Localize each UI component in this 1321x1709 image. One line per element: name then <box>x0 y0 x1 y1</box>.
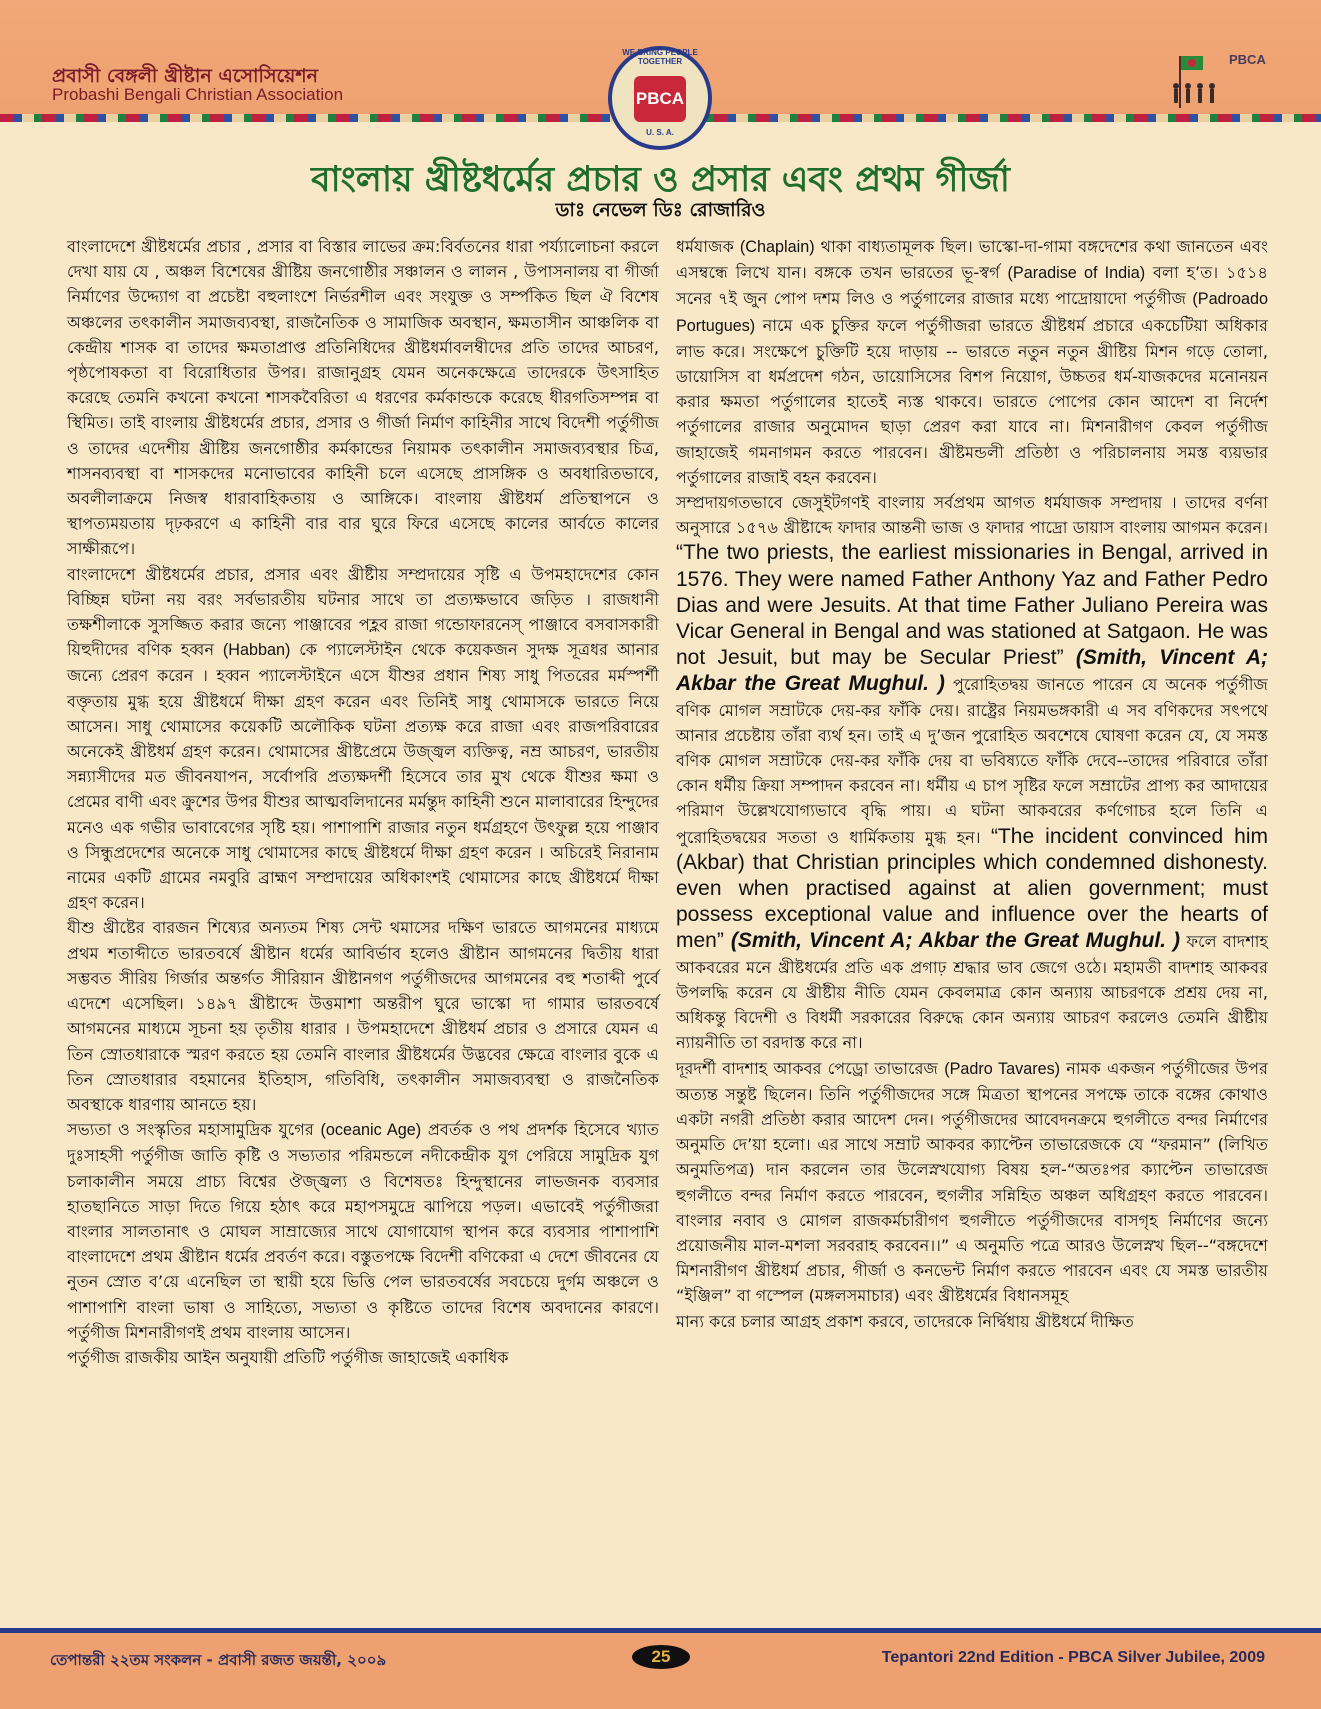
org-name-bengali: প্রবাসী বেঙ্গলী খ্রীষ্টান এসোসিয়েশন <box>52 65 318 87</box>
right-p1-text-c: বলা হ’ত। ১৫১৪ সনের ৭ই জুন পোপ দশম লিও ও পর্তুগালের রাজার মধ্যে পাদ্রোয়াদো পর্তুগীজ <box>676 263 1268 309</box>
right-paragraph-2 <box>676 490 1268 1055</box>
left-paragraph-2-text-a: বাংলাদেশে খ্রীষ্টধর্মের প্রচার, প্রসার এবং খ্রীষ্টীয় সম্প্রদায়ের সৃষ্টি এ উপমহাদেশের কোন বিচ্ছিন্ন ঘটনা নয় বরং সর্বভারতীয় ঘটনার সাথে তা প্রত্যক্ষভাবে জড়িত । রাজধানী তক্ষশীলাকে সুসজ্জিত করার জন্যে পাঞ্জাবের পহ্লব রাজা গন্ডোফারনেস্ পাঞ্জাবে বসবাসকারী য়িহুদীদের বণিক হব্বন <box>67 564 659 660</box>
right-paragraph-4: মান্য করে চলার আগ্রহ প্রকাশ করবে, তাদেরকে নির্দ্বিধায় খ্রীষ্টধর্মে দীক্ষিত <box>676 1311 1134 1331</box>
oceanic-age-term: (oceanic Age) <box>320 1121 422 1140</box>
citation-2: (Smith, Vincent A; Akbar the Great Mughul. ) <box>723 929 1181 953</box>
article-author: ডাঃ নেভেল ডিঃ রোজারিও <box>555 199 766 221</box>
footer-bengali-edition: তেপান্তরী ২২তম সংকলন - প্রবাসী রজত জয়ন্তী, ২০০৯ <box>50 1651 387 1669</box>
left-paragraph-4 <box>67 1117 659 1345</box>
chaplain-term: (Chaplain) <box>739 238 815 256</box>
left-paragraph-3: যীশু খ্রীষ্টের বারজন শিষ্যের অন্যতম শিষ্য সেন্ট থমাসের দক্ষিণ ভারতে আগমনের মাধ্যমে প্রথম শতাব্দীতে ভারতবর্ষে খ্রীষ্টান ধর্মের আবির্ভাব হলেও খ্রীষ্টান আগমনের দ্বিতীয় ধারা সম্ভবত সীরিয় গির্জার অন্তর্গত সীরিয়ান খ্রীষ্টানগণ পর্তুগীজদের আগমনের বহু শতাব্দী পুর্বে এদেশে এসেছিল। ১৪৯৭ খ্রীষ্টাব্দে উত্তমাশা অন্তরীপ ঘুরে ভাস্কো দা গামার ভারতবর্ষে আগমনের মাধ্যমে সূচনা হয় তৃতীয় ধারার । উপমহাদেশে খ্রীষ্টধর্ম প্রচার ও প্রসারে যেমন এ তিন স্রোতধারাকে স্মরণ করতে হয় তেমনি বাংলার খ্রীষ্টধর্মের উদ্ভবের ক্ষেত্রে বাংলার বুকে এ তিন স্রোতধারার বহমানের ইতিহাস, গতিবিধি, তৎকালীন সমাজব্যবস্থা ও রাজনৈতিক অবস্থাকে ধারণায় আনতে হয়। <box>67 918 659 1114</box>
left-paragraph-2-text-b: কে প্যালেস্টাইন থেকে কয়েকজন সুদক্ষ সূত্রধর আনার জন্যে প্রেরণ করেন । হব্বন প্যালেস্টাইনে এসে যীশুর প্রধান শিষ্য সাধু পিতরের মর্মস্পর্শী বক্তৃতায় মুগ্ধ হয়ে খ্রীষ্টধর্মে দীক্ষা গ্রহণ করেন এবং তিনিই সাধু থোমাসকে ভারতে নিয়ে আসেন। সাধু থোমাসের কয়েকটি অলৌকিক ঘটনা প্রত্যক্ষ করে রাজা এবং রাজপরিবারের অনেকেই খ্রীষ্টধর্ম গ্রহণ করেন। থোমাসের খ্রীষ্টপ্রেমে উজ্জ্বল ব্যক্তিত্ব, নম্র আচরণ, ভারতীয় সন্ন্যাসীদের মত জীবনযাপন, সর্বোপরি প্রত্যক্ষদর্শী হিসেবে তার মুখ থেকে যীশুর ক্ষমা ও প্রেমের বাণী এবং ক্রুশের উপর যীশুর আত্মবলিদানের মর্মন্তুদ কাহিনী শুনে মালাবারের হিন্দুদের মনেও এক গভীর ভাবাবেগের সৃষ্টি হয়। পাশাপাশি রাজার নতুন ধর্মগ্রহণে উৎফুল্ল হয়ে পাঞ্জাব ও সিন্ধুপ্রদেশের অনেকে সাধু থোমাসের কাছে খ্রীষ্টধর্মে দীক্ষা গ্রহণ করেন । অচিরেই নিরানাম নামের একটি গ্রামের নমবুরি ব্রাহ্মণ সম্প্রদায়ের অধিকাংশই থোমাসের কাছে খ্রীষ্টধর্মে দীক্ষা গ্রহণ করেন। <box>67 640 660 913</box>
habban-term: (Habban) <box>222 641 291 660</box>
page-footer <box>0 1628 1321 1709</box>
right-p2-text-b: পুরোহিতদ্বয় জানতে পারেন যে অনেক পর্তুগীজ বণিক মোগল সম্রাটকে দেয়-কর ফাঁকি দেয়। রাষ্ট্রের নিয়মভঙ্গকারী এ সব বণিকদের সৎপথে আনার প্রচেষ্টায় তাঁরা ব্যর্থ হন। তাই এ দু’জন পুরোহিত অবশেষে ঘোষণা করেন যে, যে সমস্ত বণিক মোগল সম্রাটকে দেয়-কর ফাঁকি দেয় বা ভবিষ্যতে ফাঁকি দেবে--তাদের পরিবারে তাঁরা কোন ধর্মীয় ক্রিয়া সম্পাদন করবেন না। ধর্মীয় এ চাপ সৃষ্টির ফলে সম্রাটের প্রাপ্য কর আদায়ের পরিমাণ উল্লেখযোগ্যভাবে বৃদ্ধি পায়। এ ঘটনা আকবরের কর্ণগোচর হলে তিনি এ পুরোহিতদ্বয়ের সততা ও ধার্মিকতায় মুগ্ধ হন। <box>676 675 1269 847</box>
right-paragraph-3 <box>676 1056 1268 1309</box>
page-header <box>0 0 1321 137</box>
right-p3-text-a: দূরদর্শী বাদশাহ আকবর পেড্রো তাভারেজ <box>676 1058 945 1078</box>
left-paragraph-4-text-b: প্রবর্তক ও পথ প্রদর্শক হিসেবে খ্যাত দুঃসাহসী পর্তুগীজ জাতি কৃষ্টি ও সভ্যতার পরিমন্ডলে নদীকেন্দ্রীক যুগ পেরিয়ে সামুদ্রিক যুগ চলাকালীন সময়ে প্রাচ্য বিশ্বের ঔজ্জ্বল্য ও বিশেষতঃ হিন্দুস্থানের লাভজনক ব্যবসার হাতছানিতে সাড়া দিতে গিয়ে হঠাৎ করে মহাপসমুদ্রে ঝাপিয়ে পড়ল। এভাবেই পর্তুগীজরা বাংলার সালতানাৎ ও মোঘল সাম্রাজ্যের সাথে যোগাযোগ স্থাপন করে ব্যবসার পাশাপাশি বাংলাদেশে প্রথম খ্রীষ্টান ধর্মের প্রবর্তণ করে। বস্তুতপক্ষে বিদেশী বণিকেরা এ দেশে জীবনের যে নুতন স্রোত ব’য়ে এনেছিল তা স্থায়ী হয়ে ভিত্তি পেল ভারতবর্ষের সবচেয়ে দুর্গম অঞ্চলে ও পাশাপাশি বাংলা ভাষা ও সাহিত্যে, সভ্যতা ও কৃষ্টিতে তাদের বিশেষ অবদানের কারণে। পর্তুগীজ মিশনারীগণই প্রথম বাংলায় আসেন। <box>67 1120 659 1342</box>
right-p3-text-b: নামক একজন পর্তুগীজের উপর অত্যন্ত সন্তুষ্ট ছিলেন। তিনি পর্তুগীজদের সঙ্গে মিত্রতা স্থাপনের সপক্ষে তাকে বঙ্গের কোথাও একটা নগরী প্রতিষ্ঠা করার আদেশ দেন। পর্তুগীজদের আবেদনক্রমে হুগলীতে বন্দর নির্মাণের অনুমতি দে’য়া হলো। এর সাথে সম্রাট আকবর ক্যাপ্টেন তাভারেজকে যে “ফরমান” (লিখিত অনুমতিপত্র) দান করলেন তার উলেস্নখযোগ্য বিষয় হল-“অতঃপর ক্যাপ্টেন তাভারেজ হুগলীতে বন্দর নির্মাণ করতে পারবেন, হুগলীর সন্নিহিত অঞ্চল অধিগ্রহণ করতে পারবেন। বাংলার নবাব ও মোগল রাজকর্মচারীগণ হুগলীতে পর্তুগীজদের বাসগৃহ নির্মাণের জন্যে প্রয়োজনীয় মাল-মশলা সরবরাহ করবেন।।” এ অনুমতি পত্রে আরও উলেস্নখ ছিল--“বঙ্গদেশে মিশনারীগণ খ্রীষ্টধর্ম প্রচার, গীর্জা ও কনভেন্ট নির্মাণ করতে পারবেন এবং যে সমস্ত ভারতীয় “ইঞ্জিল” বা গস্পেল (মঙ্গলসমাচার) এবং খ্রীষ্টধর্মের বিধানসমূহ <box>676 1058 1268 1306</box>
right-column <box>676 234 1268 1334</box>
left-paragraph-1: বাংলাদেশে খ্রীষ্টধর্মের প্রচার , প্রসার বা বিস্তার লাভের ক্রম:বির্বতনের ধারা পর্য্যালোচনা করলে দেখা যায় যে , অঞ্চল বিশেষের খ্রীষ্টিয় জনগোষ্ঠীর সঞ্চালন ও লালন , উপাসনালয় বা গীর্জা নির্মাণের উদ্দ্যোগ বা প্রচেষ্টা বহুলাংশে নির্ভরশীল এবং সংযুক্ত ও সর্ম্পকিত ছিল ঐ বিশেষ অঞ্চলের তৎকালীন সমাজব্যবস্থা, রাজনৈতিক ও সামাজিক অবস্থান, ক্ষমতাসীন আঞ্চলিক বা কেন্দ্রীয় শাসক বা তাদের ক্ষমতাপ্রাপ্ত প্রতিনিধিদের খ্রীষ্টধর্মাবলম্বীদের প্রতি তাদের আচরণ, পৃষ্ঠপোষকতা বা বিরোধিতার উপর। রাজানুগ্রহ যেমন অনেকক্ষেত্রে তাদেরকে উৎসাহিত করেছে তেমনি কখনো কখনো শাসকবৈরিতা এ ধরণের কর্মকান্ডকে করেছে ধীরগতিসম্পন্ন বা স্থিমিত। তাই বাংলায় খ্রীষ্টধর্মের প্রচার, প্রসার ও গীর্জা নির্মাণ কাহিনীর সাথে বিদেশী পর্তুগীজ ও তাদের এদেশীয় খ্রীষ্টিয় জনগোষ্ঠীর কর্মকান্ডের নিয়ামক তৎকালীন সমাজব্যবস্থার চিত্র, শাসনব্যবস্থা বা শাসকদের মনোভাবের কাহিনী চলে এসেছে প্রাসঙ্গিক ও অবধারিতভাবে, অবলীলাক্রমে নিজস্ব ধারাবাহিকতায় ও আঙ্গিকে। বাংলায় খ্রীষ্টধর্ম প্রতিস্থাপনে ও স্থাপত্যময়তায় দৃঢ়করণে এ কাহিনী বার বার ঘুরে ফিরে এসেছে কালের আর্বতে কালের সাক্ষীরূপে। <box>67 237 659 559</box>
footer-english-edition: Tepantori 22nd Edition - PBCA Silver Jubilee, 2009 <box>881 1649 1265 1666</box>
right-p1-text-b: থাকা বাধ্যতামূলক ছিল। ভাস্কো-দা-গামা বঙ্গদেশের কথা জানতেন এবং এসম্বন্ধে লিখে যান। বঙ্গকে তখন ভারতের ভূ-স্বর্গ <box>676 237 1268 283</box>
logo-mark: PBCA <box>634 76 686 122</box>
page-number: 25 <box>632 1645 690 1669</box>
citation-1: (Smith, Vincent A; Akbar the Great Mughul. ) <box>676 646 1268 696</box>
org-name-english: Probashi Bengali Christian Association <box>52 85 344 104</box>
left-paragraph-5: পর্তুগীজ রাজকীয় আইন অনুযায়ী প্রতিটি পর্তুগীজ জাহাজেই একাধিক <box>67 1347 509 1367</box>
padroado-term: (Padroado Portugues) <box>676 290 1268 335</box>
pbca-logo <box>608 46 712 150</box>
logo-country: U. S. A. <box>646 128 674 137</box>
tavares-term: (Padro Tavares) <box>944 1059 1061 1078</box>
right-p1-text-d: নামে এক চুক্তির ফলে পর্তুগীজরা ভারতে খ্রীষ্টধর্ম প্রচারে একচেটিয়া অধিকার লাভ করে। সংক্ষেপে চুক্তিটি হয়ে দাড়ায় -- ভারতে নতুন নতুন খ্রীষ্টিয় মিশন গড়ে তোলা, ডায়োসিস বা ধর্মপ্রদেশ গঠন, ডায়োসিসের বিশপ নিয়োগ, উচ্চতর ধর্ম-যাজকদের মনোনয়ন করার ক্ষমতা পর্তুগালের হাতেই ন্যস্ত থাকবে। ভারতে পোপের কোন আদেশ বা নির্দেশ পর্তুগালের রাজার অনুমোদন ছাড়া প্রেরণ করা যাবে না। মিশনারীগণ কেবল পর্তুগীজ জাহাজেই গমনাগমন করতে পারবেন। খ্রীষ্টমন্ডলী প্রতিষ্ঠা ও পরিচালনায় সমস্ত ব্যয়ভার পর্তুগালের রাজাই বহন করবেন। <box>676 315 1268 487</box>
left-paragraph-4-text-a: সভ্যতা ও সংস্কৃতির মহাসামুদ্রিক যুগের <box>67 1120 321 1140</box>
corner-pbca-tag: PBCA <box>1229 52 1266 67</box>
logo-slogan: WE BRING PEOPLE TOGETHER <box>622 48 698 66</box>
left-paragraph-2 <box>67 562 659 916</box>
right-p2-text-a: সম্প্রদায়গতভাবে জেসুইটগণই বাংলায় সর্বপ্রথম আগত ধর্মযাজক সম্প্রদায় । তাদের বর্ণনা অনুসারে ১৫৭৬ খ্রীষ্টাব্দে ফাদার আন্তনী ভাজ ও ফাদার পাদ্রো ডায়াস বাংলায় আগমন করেন। <box>676 493 1268 538</box>
people-flag-icon <box>1170 52 1222 110</box>
paradise-term: (Paradise of India) <box>1007 264 1146 283</box>
right-p1-text-a: ধর্মযাজক <box>676 237 740 256</box>
right-paragraph-1 <box>676 234 1268 490</box>
left-column <box>67 234 659 1370</box>
english-quote-1: “The two priests, the earliest missionaries in Bengal, arrived in 1576. They were named Father Anthony Yaz and Father Pedro Dias and were Jesuits. At that time Father Juliano Pereira was Vicar General in Bengal and was stationed at Satgaon. He was not Jesuit, but may be Secular Priest” <box>676 541 1268 670</box>
english-quote-2: “The incident convinced him (Akbar) that Christian principles which condemned dishonesty. even when practised against at alien government; must possess exceptional value and influence over the hearts of men” <box>676 824 1268 953</box>
right-p2-text-c: ফলে বাদশাহ আকবরের মনে খ্রীষ্টধর্মের প্রতি এক প্রগাঢ় শ্রদ্ধার ভাব জেগে ওঠে। মহামতী বাদশাহ আকবর উপলদ্ধি করেন যে খ্রীষ্টীয় নীতি যেমন কেবলমাত্র কোন অন্যায় আচরণকে প্রশ্রয় দেয় না, অধিকন্তু বিদেশী ও বিধর্মী সরকারের বিরুদ্ধে কোন অন্যায় আচরণ করলেও তেমনি খ্রীষ্টীয় ন্যায়নীতি তা বরদাস্ত করে না। <box>676 932 1269 1053</box>
article-title: বাংলায় খ্রীষ্টধর্মের প্রচার ও প্রসার এবং প্রথম গীর্জা <box>311 160 1010 200</box>
